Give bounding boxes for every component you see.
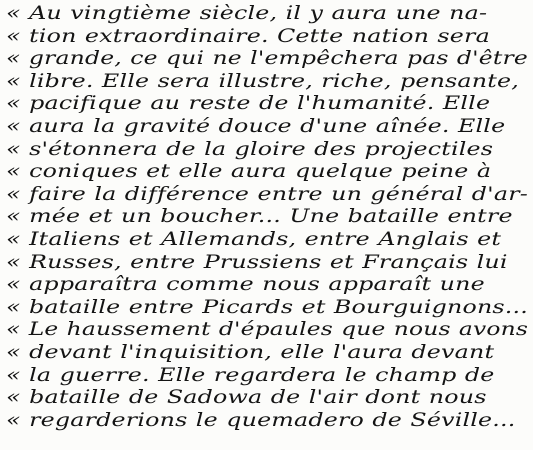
text-line: « devant l'inquisition, elle l'aura devant (6, 340, 495, 363)
text-line: « bataille de Sadowa de l'air dont nous (6, 386, 487, 409)
text-line: « coniques et elle aura quelque peine à (6, 160, 492, 183)
text-line: « faire la différence entre un général d'ar- (6, 182, 528, 205)
text-line: « Russes, entre Prussiens et Français lui (6, 250, 508, 273)
text-line: « la guerre. Elle regardera le champ de (6, 363, 495, 386)
text-line: « s'étonnera de la gloire des projectiles (6, 137, 494, 160)
text-line: « bataille entre Picards et Bourguignons... (6, 295, 528, 318)
text-line: « mée et un boucher... Une bataille entre (6, 205, 513, 228)
text-line: « Le haussement d'épaules que nous avons (6, 318, 528, 341)
quoted-passage (6, 2, 530, 431)
text-line: « aura la gravité douce d'une aînée. Elle (6, 114, 506, 137)
text-line: « apparaîtra comme nous apparaît une (6, 273, 485, 296)
text-line: « Italiens et Allemands, entre Anglais et (6, 227, 502, 250)
text-line: « grande, ce qui ne l'empêchera pas d'être (6, 47, 528, 70)
text-line: « libre. Elle sera illustre, riche, pensante, (6, 69, 519, 92)
text-line: « regarderions le quemadero de Séville... (6, 408, 516, 431)
text-line: « tion extraordinaire. Cette nation sera (6, 24, 490, 47)
text-line: « Au vingtième siècle, il y aura une na- (6, 2, 488, 24)
text-line: « pacifique au reste de l'humanité. Elle (6, 92, 491, 115)
